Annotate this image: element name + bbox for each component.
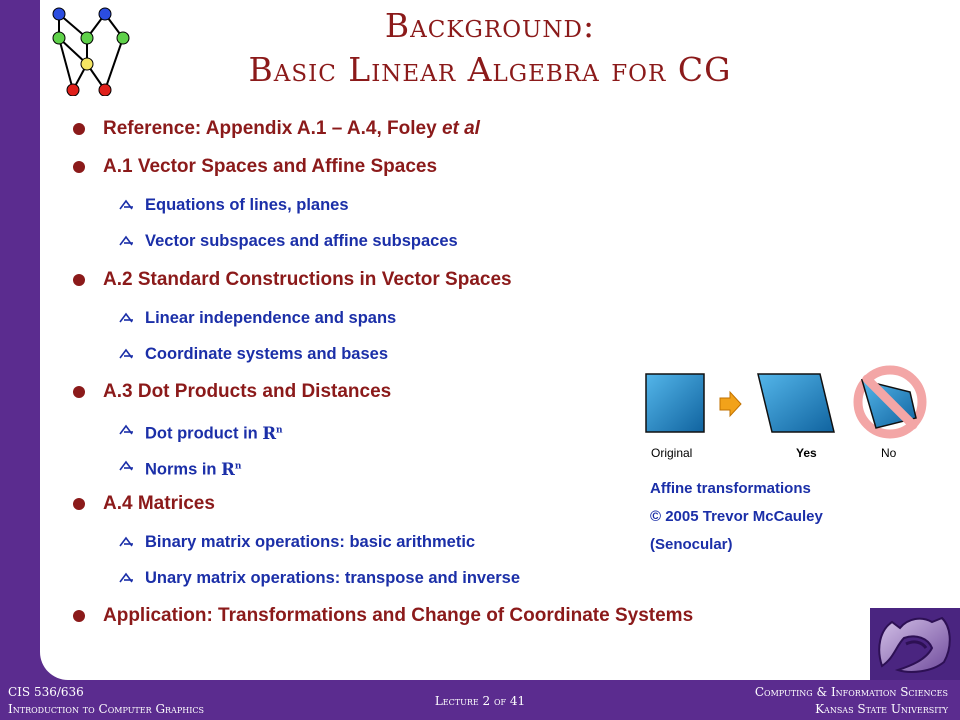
sub-bullet-icon xyxy=(118,569,134,585)
label-no: No xyxy=(881,446,897,460)
bullet-a4: A.4 Matrices xyxy=(103,493,215,515)
sub-bullet-icon xyxy=(118,421,134,437)
sub-bullet-icon xyxy=(118,533,134,549)
subbullet-binary-ops: Binary matrix operations: basic arithmetic xyxy=(145,532,475,552)
subbullet-unary-ops: Unary matrix operations: transpose and inverse xyxy=(145,568,520,588)
sub-bullet-icon xyxy=(118,309,134,325)
bullet-dot-icon xyxy=(73,610,85,622)
label-original: Original xyxy=(651,446,693,460)
footer-course-code: CIS 536/636 xyxy=(8,685,84,699)
label-yes: Yes xyxy=(796,446,817,460)
slide-title-line2: Basic Linear Algebra for CG xyxy=(248,50,732,89)
original-square xyxy=(646,374,704,432)
caption-line3: (Senocular) xyxy=(650,536,733,553)
subbullet-coordinates: Coordinate systems and bases xyxy=(145,344,388,364)
subbullet-norms: Norms in $R^n$ xyxy=(145,456,241,480)
caption-line1: Affine transformations xyxy=(650,480,811,497)
footer-department: Computing & Information Sciences xyxy=(754,685,948,699)
subbullet-independence: Linear independence and spans xyxy=(145,308,396,328)
subbullet-lines-planes: Equations of lines, planes xyxy=(145,195,349,215)
footer-lecture-number: Lecture 2 of 41 xyxy=(434,694,526,708)
footer-university: Kansas State University xyxy=(815,702,948,716)
bullet-a1: A.1 Vector Spaces and Affine Spaces xyxy=(103,156,437,178)
sub-bullet-icon xyxy=(118,196,134,212)
footer-bar xyxy=(0,680,960,720)
parallelogram-shape xyxy=(758,374,834,432)
no-sign-icon xyxy=(858,370,922,434)
bullet-dot-icon xyxy=(73,274,85,286)
bullet-a2: A.2 Standard Constructions in Vector Spaces xyxy=(103,269,512,291)
sub-bullet-icon xyxy=(118,232,134,248)
bullet-dot-icon xyxy=(73,123,85,135)
subbullet-dot-product: Dot product in $R^n$ xyxy=(145,420,283,444)
left-accent-bar xyxy=(0,0,40,720)
graph-logo-icon xyxy=(44,4,136,96)
bullet-a3: A.3 Dot Products and Distances xyxy=(103,381,391,403)
slide-title-line1: Background: xyxy=(384,6,596,45)
sub-bullet-icon xyxy=(118,345,134,361)
bullet-dot-icon xyxy=(73,386,85,398)
bullet-dot-icon xyxy=(73,161,85,173)
sub-bullet-icon xyxy=(118,457,134,473)
bullet-dot-icon xyxy=(73,498,85,510)
subbullet-subspaces: Vector subspaces and affine subspaces xyxy=(145,231,458,251)
affine-figure xyxy=(640,362,930,442)
wildcat-logo-icon xyxy=(870,608,960,680)
footer-course-name: Introduction to Computer Graphics xyxy=(8,702,204,716)
arrow-right-icon xyxy=(720,392,741,416)
caption-line2: © 2005 Trevor McCauley xyxy=(650,508,823,525)
bullet-reference: Reference: Appendix A.1 – A.4, Foley et al xyxy=(103,118,480,140)
bullet-application: Application: Transformations and Change of Coordinate Systems xyxy=(103,605,693,627)
